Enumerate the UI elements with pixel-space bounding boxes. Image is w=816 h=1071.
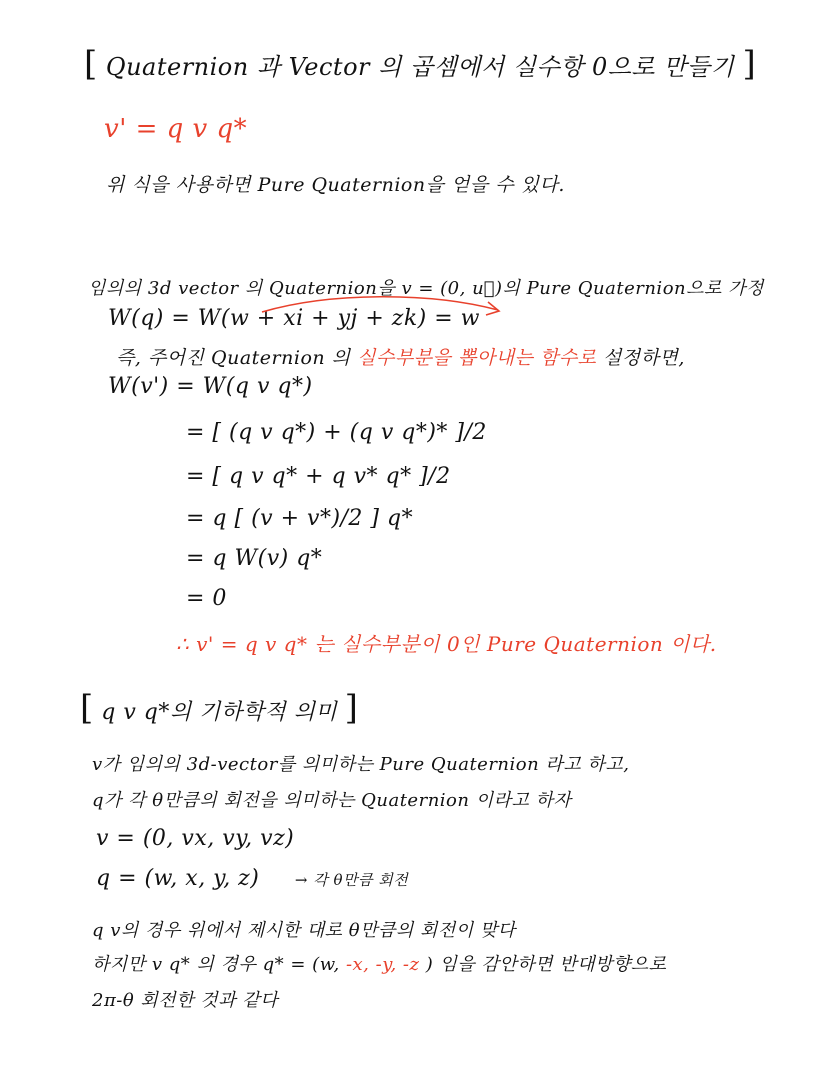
assumption-text: 임의의 3d vector 의 Quaternion을 v = (0, u⃗)의 Pure Quaternion으로 가정 xyxy=(88,278,764,299)
intro-text: 위 식을 사용하면 Pure Quaternion을 얻을 수 있다. xyxy=(106,174,565,196)
section2-title: q v q*의 기하학적 의미 xyxy=(101,700,338,725)
w-desc-suffix: 설정하면, xyxy=(602,347,685,369)
section2-line-1: q가 각 θ만큼의 회전을 의미하는 Quaternion 이라고 하자 xyxy=(92,790,572,811)
q-definition: q = (w, x, y, z) xyxy=(96,866,260,891)
section2-close-bracket: ] xyxy=(344,688,359,728)
derivation-line-2: = [ q v q* + q v* q* ]/2 xyxy=(186,464,451,489)
w-desc-prefix: 즉, 주어진 Quaternion 의 xyxy=(116,347,351,369)
derivation-line-0: W(v') = W(q v q*) xyxy=(108,374,313,399)
w-definition: W(q) = W(w + xi + yj + zk) = w xyxy=(108,306,481,331)
open-bracket: [ xyxy=(84,44,98,84)
vq-highlight: -x, -y, -z xyxy=(345,954,420,975)
q-definition-row xyxy=(96,866,408,891)
close-bracket: ] xyxy=(742,44,757,84)
section2-open-bracket: [ xyxy=(80,688,94,728)
vq-prefix: 하지만 v q* 의 경우 q* = (w, xyxy=(92,954,340,975)
q-definition-note: → 각 θ만큼 회전 xyxy=(294,871,409,889)
last-line: 2π-θ 회전한 것과 같다 xyxy=(92,990,279,1011)
w-desc-highlight: 실수부분을 뽑아내는 함수로 xyxy=(357,347,597,369)
v-definition: v = (0, vx, vy, vz) xyxy=(96,826,295,851)
vq-line xyxy=(92,950,667,976)
derivation-line-1: = [ (q v q*) + (q v q*)* ]/2 xyxy=(186,420,487,445)
page-title: Quaternion 과 Vector 의 곱셈에서 실수항 0으로 만들기 xyxy=(105,53,735,81)
conclusion: ∴ v' = q v q* 는 실수부분이 0인 Pure Quaternion 이다. xyxy=(176,632,717,656)
section2-title-row xyxy=(80,688,358,728)
w-description xyxy=(116,343,685,370)
derivation-line-5: = 0 xyxy=(186,586,227,611)
main-formula: v' = q v q* xyxy=(104,114,248,144)
qv-line: q v의 경우 위에서 제시한 대로 θ만큼의 회전이 맞다 xyxy=(92,920,516,941)
vq-suffix: ) 임을 감안하면 반대방향으로 xyxy=(425,954,667,975)
derivation-line-3: = q [ (v + v*)/2 ] q* xyxy=(186,506,414,531)
section2-line-0: v가 임의의 3d-vector를 의미하는 Pure Quaternion 라고 하고, xyxy=(92,754,630,775)
derivation-line-4: = q W(v) q* xyxy=(186,546,323,571)
